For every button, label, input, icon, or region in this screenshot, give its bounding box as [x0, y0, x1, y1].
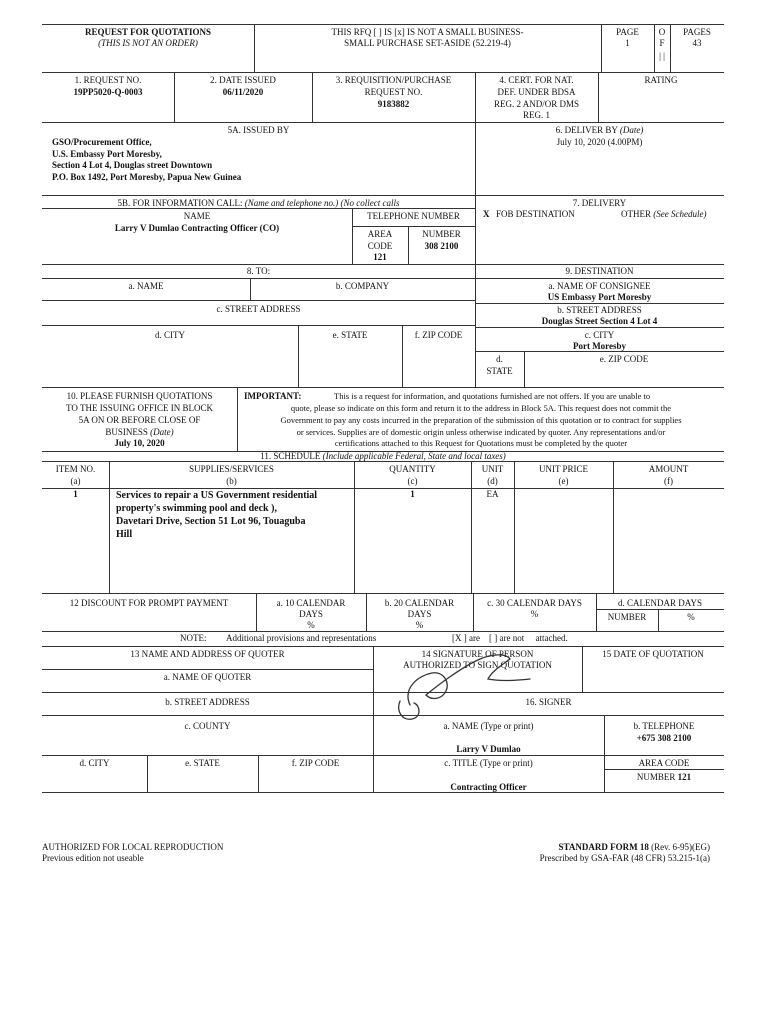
small-business-line2: SMALL PURCHASE SET-ASIDE (52.219-4) [344, 38, 511, 48]
signer-label: 16. SIGNER [525, 697, 572, 707]
item-desc-line2: property's swimming pool and deck ), [116, 503, 277, 514]
col-unit-sub: (d) [487, 476, 498, 486]
to-company-label: b. COMPANY [335, 281, 390, 291]
dest-street-label: b. STREET ADDRESS [557, 305, 642, 315]
destination-label: 9. DESTINATION [565, 266, 634, 276]
dest-city-label: c. CITY [584, 330, 615, 340]
issued-by-label: 5A. ISSUED BY [227, 125, 290, 135]
item-desc-line1: Services to repair a US Government residential [116, 490, 318, 501]
furnish-line2: TO THE ISSUING OFFICE IN BLOCK [66, 403, 213, 413]
important-line2: quote, please so indicate on this form and return it to the address in Block 5A. This request does not commit the [290, 403, 672, 413]
furnish-date: July 10, 2020 [114, 438, 165, 448]
footer-form-id [559, 842, 711, 853]
discount-a-line1: a. 10 CALENDAR [276, 598, 346, 608]
to-label: 8. TO: [246, 266, 271, 276]
furnish-line3: 5A ON OR BEFORE CLOSE OF [78, 415, 201, 425]
dest-state-label-2: STATE [486, 366, 513, 376]
footer-prescribed: Prescribed by GSA-FAR (48 CFR) 53.215-1(a) [539, 853, 710, 863]
quoter-street-label[interactable]: b. STREET ADDRESS [165, 697, 250, 707]
date-issued-value: 06/11/2020 [222, 87, 264, 97]
signer-area-label: AREA CODE [638, 758, 690, 768]
signer-tel-label: b. TELEPHONE [633, 721, 695, 731]
discount-d-number[interactable]: NUMBER [607, 612, 647, 622]
of-bars: | | [659, 51, 665, 61]
to-state-label: e. STATE [332, 330, 368, 340]
col-qty-header: QUANTITY [389, 464, 436, 474]
fob-destination-label: FOB DESTINATION [496, 209, 575, 219]
footer-reproduction: AUTHORIZED FOR LOCAL REPRODUCTION [42, 842, 224, 852]
footer-previous-edition: Previous edition not useable [42, 853, 144, 863]
col-supplies-sub: (b) [226, 476, 237, 486]
col-item-sub: (a) [70, 476, 81, 486]
furnish-line1: 10. PLEASE FURNISH QUOTATIONS [66, 391, 213, 401]
delivery-label: 7. DELIVERY [572, 198, 627, 208]
signer-title-label: c. TITLE (Type or print) [444, 758, 533, 768]
schedule-label-italic: (Include applicable Federal, State and local taxes) [322, 451, 506, 461]
quoter-county-label[interactable]: c. COUNTY [184, 721, 231, 731]
col-qty-sub: (c) [407, 476, 418, 486]
info-call-label-italic: (Name and telephone no.) (No collect calls [244, 198, 400, 208]
page-label: PAGE [616, 27, 639, 37]
discount-a-line2: DAYS [299, 609, 323, 619]
important-line1: This is a request for information, and quotations furnished are not offers. If you are unable to [334, 391, 651, 401]
deliver-by-label-italic: (Date) [619, 125, 644, 135]
discount-d-pct[interactable]: % [687, 612, 695, 622]
info-area-label-2: CODE [367, 241, 393, 251]
col-amount-header: AMOUNT [648, 464, 689, 474]
col-unit-header: UNIT [481, 464, 504, 474]
info-tel-label: TELEPHONE NUMBER [367, 211, 460, 221]
schedule-label [42, 451, 724, 462]
rating-label: RATING [644, 75, 678, 85]
info-number-label: NUMBER [422, 229, 461, 239]
info-call-label [42, 198, 475, 209]
footer-form-rev: (Rev. 6-95)(EG) [651, 842, 710, 852]
furnish-line4-italic: (Date) [150, 427, 174, 437]
col-item-header: ITEM NO. [55, 464, 96, 474]
note-flags: [X ] are [ ] are not attached. [452, 633, 568, 643]
issued-by-line1: GSO/Procurement Office, [52, 137, 152, 147]
col-amount-sub: (f) [664, 476, 673, 486]
quotation-date-label[interactable]: 15 DATE OF QUOTATION [602, 649, 704, 659]
dest-street-value: Douglas Street Section 4 Lot 4 [541, 316, 658, 326]
discount-b-line1: b. 20 CALENDAR [384, 598, 455, 608]
delivery-other[interactable] [621, 209, 706, 220]
deliver-by-label [475, 125, 724, 136]
signer-tel-value: +675 308 2100 [636, 733, 692, 743]
discount-label: 12 DISCOUNT FOR PROMPT PAYMENT [69, 598, 229, 608]
pages-label: PAGES [683, 27, 711, 37]
fob-checkbox[interactable]: X [483, 209, 490, 219]
important-label: IMPORTANT: [244, 391, 302, 401]
to-city-label: d. CITY [155, 330, 185, 340]
info-area-label: AREA [367, 229, 393, 239]
note-text: Additional provisions and representations [226, 633, 377, 643]
col-supplies-header: SUPPLIES/SERVICES [189, 464, 274, 474]
date-issued-label: 2. DATE ISSUED [210, 75, 276, 85]
info-name-value: Larry V Dumlao Contracting Officer (CO) [114, 223, 280, 233]
signer-name-value: Larry V Dumlao [456, 744, 521, 754]
dest-city-value: Port Moresby [572, 341, 627, 351]
discount-b-line2: DAYS [407, 609, 432, 619]
consignee-label: a. NAME OF CONSIGNEE [548, 281, 651, 291]
info-call-label-text: 5B. FOR INFORMATION CALL: [117, 198, 243, 208]
form-subtitle: (THIS IS NOT AN ORDER) [98, 38, 198, 48]
note-label: NOTE: [180, 633, 207, 643]
discount-a-pct[interactable]: % [307, 620, 315, 630]
quoter-name-label[interactable]: a. NAME OF QUOTER [163, 672, 252, 682]
delivery-other-label: OTHER [621, 209, 651, 219]
discount-d-line1: d. CALENDAR DAYS [618, 598, 702, 608]
signer-name-label: a. NAME (Type or print) [443, 721, 534, 731]
signer-number [604, 772, 724, 783]
signature-label: 14 SIGNATURE OF PERSON [421, 649, 534, 659]
signer-title-value: Contracting Officer [450, 782, 527, 792]
col-price-header: UNIT PRICE [538, 464, 589, 474]
requisition-label-2: REQUEST NO. [364, 87, 423, 97]
furnish-line4-text: BUSINESS [105, 427, 148, 437]
quoter-city-label[interactable]: d. CITY [79, 758, 110, 768]
delivery-other-italic: (See Schedule) [653, 209, 707, 219]
requisition-value: 9183882 [377, 99, 410, 109]
form-title: REQUEST FOR QUOTATIONS [84, 27, 212, 37]
to-name-label: a. NAME [128, 281, 164, 291]
item-unit-value: EA [486, 489, 499, 499]
dest-state-label: d. [496, 354, 503, 364]
to-zip-label: f. ZIP CODE [414, 330, 463, 340]
requisition-label: 3. REQUISITION/PURCHASE [335, 75, 452, 85]
important-line4: or services. Supplies are of domestic origin unless otherwise indicated by quoter. Any representations and/or [296, 427, 666, 437]
quoter-label: 13 NAME AND ADDRESS OF QUOTER [130, 649, 285, 659]
info-area-value: 121 [373, 252, 387, 262]
cert-line1: 4. CERT. FOR NAT. [499, 75, 574, 85]
to-street-label: c. STREET ADDRESS [216, 304, 301, 314]
deliver-by-value: July 10, 2020 (4.00PM) [556, 137, 643, 147]
issued-by-line3: Section 4 Lot 4, Douglas street Downtown [52, 160, 213, 170]
important-line5: certifications attached to this Request for Quotations must be completed by the quoter [334, 438, 628, 448]
discount-c-pct[interactable]: % [530, 609, 539, 619]
page-value: 1 [625, 38, 630, 48]
info-number-value: 308 2100 [424, 241, 459, 251]
item-no-value: 1 [73, 489, 78, 499]
item-desc-line3: Davetari Drive, Section 51 Lot 96, Touaguba [116, 516, 306, 527]
consignee-value: US Embassy Port Moresby [547, 292, 652, 302]
discount-b-pct[interactable]: % [415, 620, 424, 630]
item-desc-line4: Hill [116, 529, 133, 540]
request-no-value: 19PP5020-Q-0003 [73, 87, 143, 97]
footer-form-name: STANDARD FORM 18 [558, 842, 649, 852]
issued-by-line2: U.S. Embassy Port Moresby, [52, 149, 162, 159]
of-label: O F [658, 27, 666, 48]
signer-number-label: NUMBER [636, 772, 676, 782]
quoter-zip-label[interactable]: f. ZIP CODE [291, 758, 340, 768]
cert-line2: DEF. UNDER BDSA [497, 87, 576, 97]
furnish-line4 [42, 427, 237, 438]
cert-line4: REG. 1 [523, 110, 550, 120]
quoter-state-label[interactable]: e. STATE [185, 758, 220, 768]
small-business-line1: THIS RFQ [ ] IS [x] IS NOT A SMALL BUSINESS- [331, 27, 524, 37]
schedule-label-text: 11. SCHEDULE [260, 451, 321, 461]
discount-c-line1: c. 30 CALENDAR DAYS [487, 598, 582, 608]
important-line3: Government to pay any costs incurred in the preparation of the submission of this quotation or to contract for supplies [280, 415, 682, 425]
col-price-sub: (e) [558, 476, 569, 486]
item-qty-value: 1 [410, 489, 415, 499]
cert-line3: REG. 2 AND/OR DMS [493, 99, 579, 109]
info-name-label: NAME [183, 211, 211, 221]
request-no-label: 1. REQUEST NO. [74, 75, 142, 85]
signature-label-2: AUTHORIZED TO SIGN QUOTATION [403, 660, 552, 670]
pages-value: 43 [692, 38, 702, 48]
signer-number-value: 121 [677, 772, 692, 782]
handwritten-signature [380, 645, 550, 725]
dest-zip-label: e. ZIP CODE [599, 354, 649, 364]
deliver-by-label-text: 6. DELIVER BY [555, 125, 618, 135]
issued-by-line4: P.O. Box 1492, Port Moresby, Papua New Guinea [52, 172, 242, 182]
